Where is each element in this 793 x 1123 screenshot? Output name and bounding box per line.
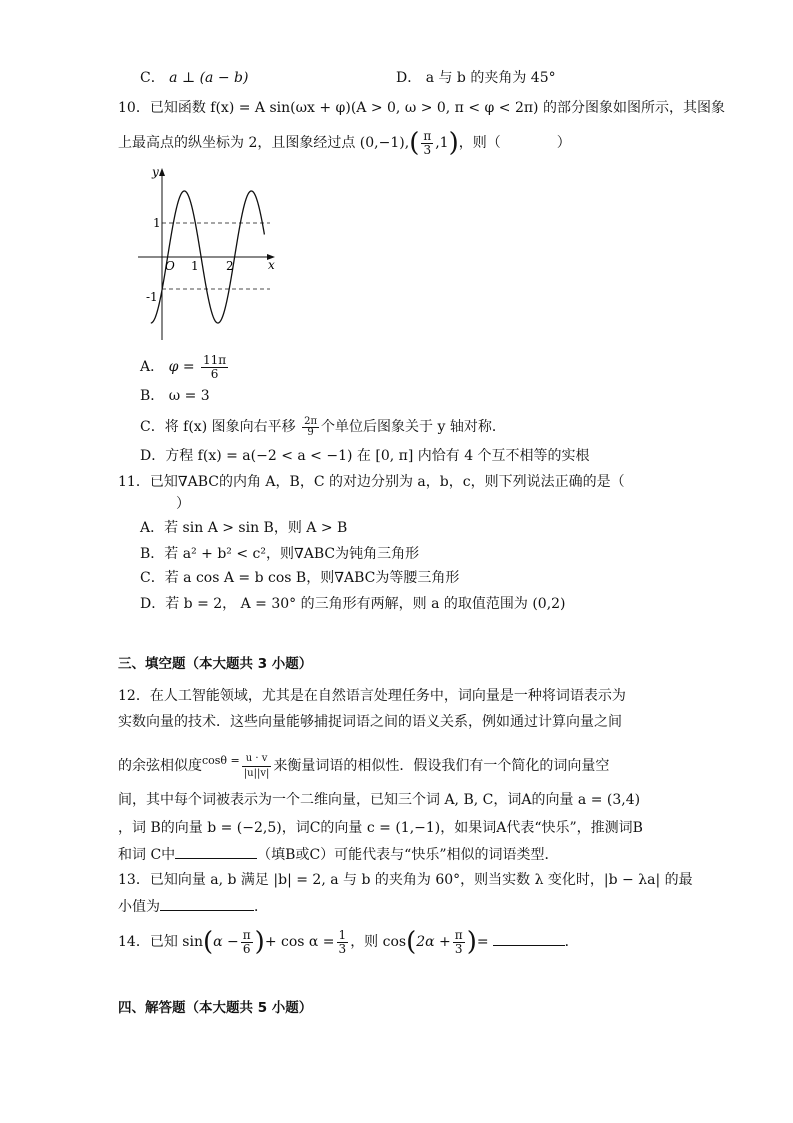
- q10-sine-graph: [136, 160, 281, 345]
- option-label: C．: [140, 419, 165, 435]
- q13-line2: [118, 896, 268, 917]
- q12-line5: ，词 B的向量 b = (−2,5)，词C的向量 c = (1,−1)，如果词A代表“快乐”，推测词B: [118, 820, 643, 836]
- q11-option-d: D．若 b = 2， A = 30° 的三角形有两解，则 a 的取值范围为 (0,2): [140, 596, 566, 612]
- question-text: ．: [564, 934, 579, 950]
- paren-close: ): [448, 128, 459, 158]
- question-text: ．: [254, 899, 268, 915]
- question-text: 已知 sin: [149, 934, 203, 950]
- paren-open: (: [409, 128, 420, 158]
- frac-num: π: [423, 128, 432, 143]
- expr: =: [476, 934, 489, 950]
- q12-answer-blank[interactable]: [175, 844, 257, 859]
- question-text: ，则 cos: [350, 934, 407, 950]
- paren-open: (: [202, 927, 214, 957]
- option-text: φ =: [168, 359, 195, 375]
- q12-line3: [118, 740, 609, 787]
- q9-option-d: [396, 68, 556, 88]
- q10-option-b: B． ω = 3: [140, 388, 210, 404]
- question-text: 在人工智能领域，尤其是在自然语言处理任务中，词向量是一种将词语表示为: [149, 688, 626, 704]
- q13-answer-blank[interactable]: [160, 896, 254, 911]
- question-number: 13．: [118, 872, 150, 888]
- frac-den: 6: [242, 941, 251, 956]
- pi-over-6: [241, 929, 253, 956]
- q10-option-d: D．方程 f(x) = a(−2 < a < −1) 在 [0, π] 内恰有 4 个互不相等的实根: [140, 448, 590, 464]
- answer-paren-close: ）: [556, 135, 571, 151]
- question-text: 上最高点的纵坐标为 2，且图象经过点 (0,−1),: [118, 135, 410, 151]
- frac-num: 11π: [203, 352, 227, 367]
- q11-option-a: A．若 sin A > sin B，则 A > B: [140, 520, 348, 536]
- frac-den: |u||v|: [243, 767, 270, 779]
- cos-label: cosθ =: [202, 754, 240, 767]
- q12-line4: 间，其中每个词被表示为一个二维向量，已知三个词 A, B, C，词A的向量 a = (3,4): [118, 792, 641, 808]
- q11-stem: [118, 472, 625, 492]
- q12-line2: 实数向量的技术．这些向量能够捕捉词语之间的语义关系，例如通过计算向量之间: [118, 714, 622, 730]
- option-text: 个单位后图象关于 y 轴对称．: [321, 419, 506, 435]
- frac-den: 6: [210, 366, 219, 381]
- q11-option-b: B．若 a² + b² < c²，则∇ABC为钝角三角形: [140, 546, 420, 562]
- q10-stem-line2: [118, 128, 571, 158]
- q11-answer-paren-close: ）: [176, 496, 190, 512]
- question-text: 已知函数 f(x) = A sin(ωx + φ)(A > 0, ω > 0, π < φ < 2π) 的部分图象如图所示，其图象: [149, 100, 725, 116]
- frac-num: 2π: [304, 415, 318, 427]
- q12-line1: [118, 686, 626, 706]
- point-tail: ,1: [435, 135, 449, 151]
- frac-den: 9: [307, 426, 314, 438]
- expr: α −: [213, 934, 239, 950]
- question-text: 已知∇ABC的内角 A，B，C 的对边分别为 a，b，c，则下列说法正确的是（: [149, 474, 625, 490]
- question-text: 和词 C中: [118, 847, 176, 863]
- question-text: 的余弦相似度: [118, 758, 202, 774]
- frac-num: π: [454, 927, 463, 942]
- paren-open: (: [406, 927, 417, 957]
- y-axis-arrow: [159, 168, 165, 176]
- q10-stem-line1: [118, 98, 725, 118]
- option-text: 将 f(x) 图象向右平移: [164, 419, 296, 435]
- q10-option-c: [140, 414, 506, 440]
- y-axis-label: y: [152, 165, 159, 179]
- option-label: A．: [140, 359, 165, 375]
- frac-num: u · v: [242, 752, 272, 767]
- question-text: ，则（: [458, 135, 501, 151]
- frac-num: 1: [338, 927, 347, 942]
- one-third: [337, 929, 349, 956]
- q14-answer-blank[interactable]: [493, 931, 565, 946]
- question-number: 12．: [118, 688, 150, 704]
- option-a-fraction: [201, 354, 228, 381]
- option-text: a ⊥ (a − b): [169, 70, 249, 86]
- section-3-heading: 三、填空题（本大题共 3 小题）: [118, 656, 313, 672]
- paren-close: ): [254, 927, 265, 957]
- frac-den: 3: [423, 142, 432, 157]
- question-text: （填B或C）可能代表与“快乐”相似的词语类型．: [257, 847, 559, 863]
- section-4-heading: 四、解答题（本大题共 5 小题）: [118, 1000, 313, 1016]
- option-label: C．: [140, 70, 165, 86]
- y-tick-1: 1: [153, 216, 161, 230]
- origin-label: O: [165, 259, 175, 273]
- q10-option-a: [140, 352, 230, 382]
- q11-option-c: C．若 a cos A = b cos B，则∇ABC为等腰三角形: [140, 570, 460, 586]
- expr: + cos α =: [264, 934, 335, 950]
- y-tick-neg1: -1: [146, 290, 158, 304]
- x-tick-1: 1: [191, 259, 199, 273]
- point-fraction: [421, 130, 433, 157]
- pi-over-3: [453, 929, 465, 956]
- q9-option-c: [140, 68, 248, 88]
- frac-den: 3: [454, 941, 463, 956]
- question-text: 来衡量词语的相似性．假设我们有一个简化的词向量空: [273, 758, 610, 774]
- x-tick-2: 2: [226, 259, 234, 273]
- question-text: 已知向量 a, b 满足 |b| = 2, a 与 b 的夹角为 60°，则当实数 λ 变化时，|b − λa| 的最: [149, 872, 693, 888]
- q12-line6: [118, 844, 559, 865]
- frac-den: 3: [338, 941, 347, 956]
- option-c-fraction: [302, 417, 319, 438]
- option-label: D．: [396, 70, 422, 86]
- expr: 2α +: [416, 934, 451, 950]
- question-number: 10．: [118, 100, 150, 116]
- question-number: 11．: [118, 474, 150, 490]
- paren-close: ): [466, 927, 477, 957]
- frac-num: π: [242, 927, 251, 942]
- x-axis-label: x: [268, 258, 275, 272]
- question-number: 14．: [118, 934, 150, 950]
- option-text: a 与 b 的夹角为 45°: [425, 70, 556, 86]
- cos-similarity-fraction: [242, 752, 272, 781]
- q13-line1: [118, 870, 693, 890]
- question-text: 小值为: [118, 899, 160, 915]
- q14-line: [118, 924, 579, 960]
